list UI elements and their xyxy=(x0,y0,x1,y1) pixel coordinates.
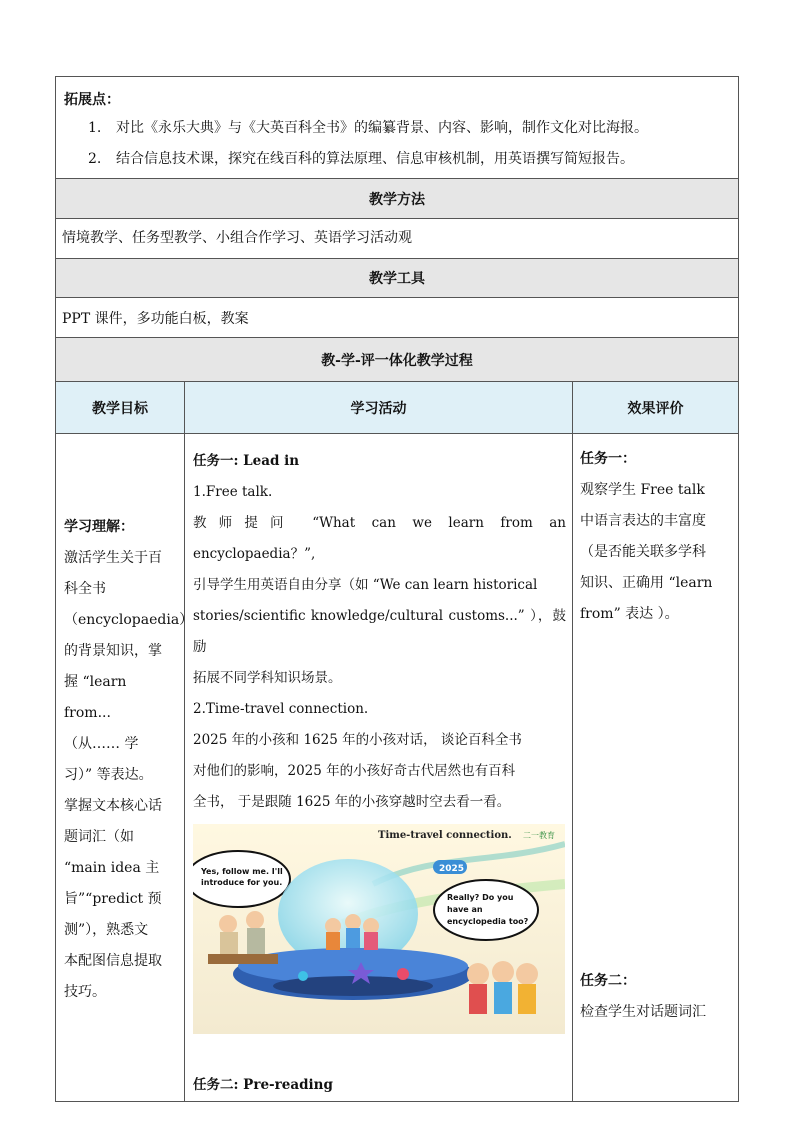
time-travel-illustration xyxy=(193,824,565,1034)
tools-heading: 教学工具 xyxy=(56,259,739,298)
tools-content-cell xyxy=(56,298,739,338)
activity-line: 2.Time-travel connection. xyxy=(193,701,369,717)
process-heading: 教-学-评一体化教学过程 xyxy=(56,338,739,382)
eval-line: （是否能关联多学科 xyxy=(580,544,706,560)
eval-line: 观察学生 Free talk xyxy=(580,482,705,498)
illustration-title: Time-travel connection. xyxy=(378,830,512,841)
extension-list xyxy=(64,113,730,175)
eval-line: 检查学生对话题词汇 xyxy=(580,1004,706,1020)
task1-title: 任务一: Lead in xyxy=(193,453,300,469)
column-header-activities: 学习活动 xyxy=(185,382,573,434)
logo-badge xyxy=(523,830,555,840)
lesson-plan-table xyxy=(55,76,739,1102)
activity-line: 引导学生用英语自由分享（如 “We can learn historical xyxy=(193,577,538,593)
activity-line: stories/scientific knowledge/cultural customs...” ），鼓励 xyxy=(193,608,566,655)
task2-title: 任务二: Pre-reading xyxy=(193,1077,333,1093)
column-header-objectives: 教学目标 xyxy=(56,382,185,434)
activity-line: 全书， 于是跟随 1625 年的小孩穿越时空去看一看。 xyxy=(193,794,511,810)
objectives-line: 激活学生关于百 xyxy=(64,550,162,566)
lesson-plan-page xyxy=(55,76,738,1093)
objectives-line: 技巧。 xyxy=(64,984,106,1000)
year-badge-text: 2025 xyxy=(439,864,465,874)
modern-children xyxy=(467,961,538,1014)
activity-line: 1.Free talk. xyxy=(193,484,273,500)
activity-line: 2025 年的小孩和 1625 年的小孩对话， 谈论百科全书 xyxy=(193,732,522,748)
objectives-line: 的背景知识，掌 xyxy=(64,643,162,659)
task1-activity-text xyxy=(193,477,566,818)
methods-heading: 教学方法 xyxy=(56,179,739,219)
tools-content: PPT 课件，多功能白板，教案 xyxy=(62,311,249,327)
methods-content: 情境教学、任务型教学、小组合作学习、英语学习活动观 xyxy=(62,230,412,246)
objectives-line: 科全书 xyxy=(64,581,106,597)
eval-task1-text xyxy=(580,475,732,630)
objectives-line: （从…… 学 xyxy=(64,736,139,752)
eval-line: 知识、正确用 “learn xyxy=(580,575,713,591)
extension-section xyxy=(56,77,739,179)
speech-bubble-right-text: Really? Do you have an encyclopedia too? xyxy=(447,893,529,926)
eval-task2-text xyxy=(580,997,732,1028)
activity-line: 教师提问 “What can we learn from an encyclopaedia？”, xyxy=(193,515,566,562)
objectives-line: 测”），熟悉文 xyxy=(64,922,149,938)
eval-line: from” 表达 ）。 xyxy=(580,606,679,622)
speech-bubble-left-text: Yes, follow me. I'll introduce for you. xyxy=(201,867,283,887)
objectives-line: 题词汇（如 xyxy=(64,829,134,845)
objectives-line: 掌握文本核心话 xyxy=(64,798,162,814)
extension-item xyxy=(64,113,730,144)
extension-item-number: 1. xyxy=(88,120,102,136)
extension-item-text: 对比《永乐大典》与《大英百科全书》的编纂背景、内容、影响，制作文化对比海报。 xyxy=(116,120,648,136)
activity-line: 拓展不同学科知识场景。 xyxy=(193,670,342,686)
activity-line: 对他们的影响，2025 年的小孩好奇古代居然也有百科 xyxy=(193,763,516,779)
activities-cell xyxy=(185,434,573,1102)
extension-item-number: 2. xyxy=(88,151,102,167)
methods-content-cell xyxy=(56,219,739,259)
objectives-line: “main idea 主 xyxy=(64,860,160,876)
logo-text: 二一教育 xyxy=(523,831,555,840)
objectives-line: 本配图信息提取 xyxy=(64,953,162,969)
eval-task1-label: 任务一： xyxy=(580,451,636,467)
extension-item xyxy=(64,144,730,175)
objectives-label: 学习理解： xyxy=(64,519,134,535)
objectives-line: 习）” 等表达。 xyxy=(64,767,153,783)
objectives-line: 握 “learn from... xyxy=(64,674,127,721)
eval-task2-label: 任务二： xyxy=(580,973,636,989)
objectives-line: （encyclopaedia） xyxy=(64,612,194,628)
evaluation-cell xyxy=(573,434,739,1102)
extension-heading: 拓展点： xyxy=(64,92,120,108)
extension-item-text: 结合信息技术课，探究在线百科的算法原理、信息审核机制，用英语撰写简短报告。 xyxy=(116,151,634,167)
objectives-cell xyxy=(56,434,194,1102)
eval-line: 中语言表达的丰富度 xyxy=(580,513,706,529)
column-header-evaluation: 效果评价 xyxy=(573,382,739,434)
children-in-ufo xyxy=(325,914,379,950)
objectives-text xyxy=(64,543,194,1008)
objectives-line: 旨”“predict 预 xyxy=(64,891,162,907)
